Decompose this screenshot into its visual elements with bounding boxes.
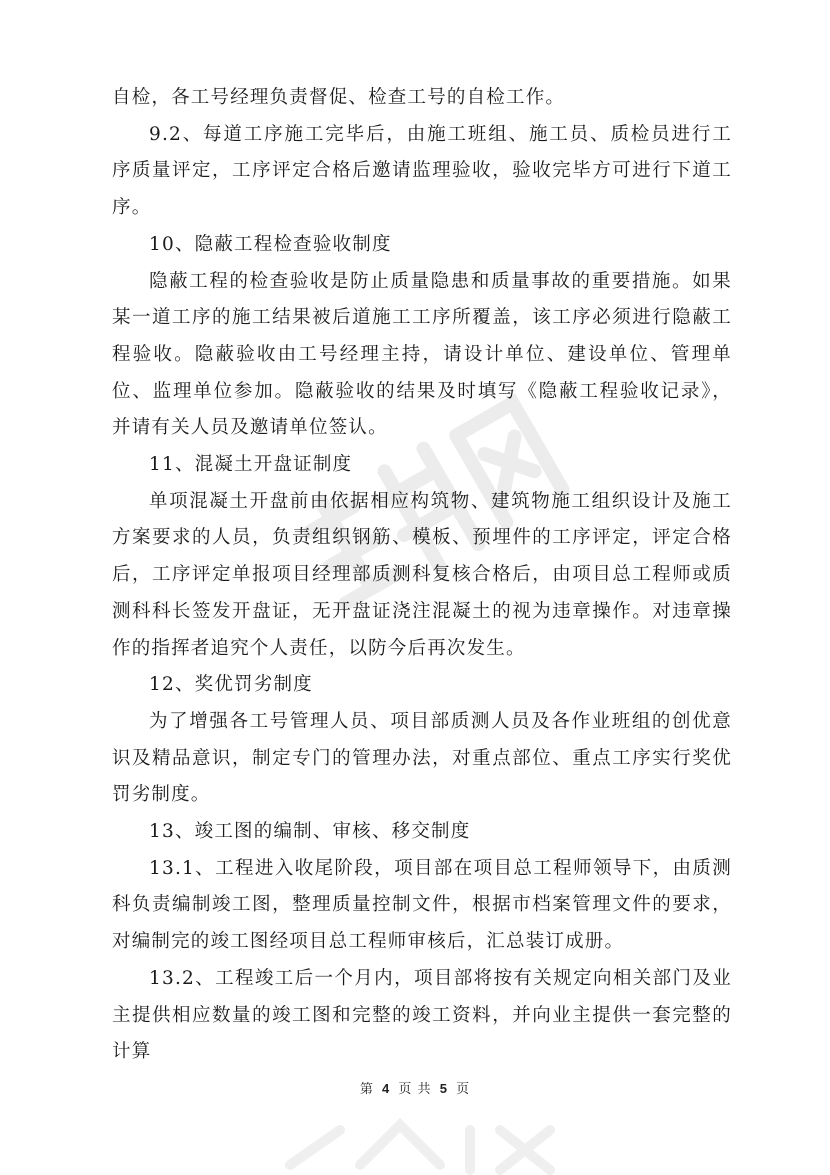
page-footer bbox=[0, 1078, 830, 1097]
total-page-number: 5 bbox=[439, 1081, 448, 1096]
paragraph: 自检，各工号经理负责督促、检查工号的自检工作。 bbox=[112, 87, 566, 108]
footer-middle: 页 共 bbox=[398, 1082, 432, 1097]
document-body bbox=[112, 80, 732, 1071]
section-heading: 11、混凝土开盘证制度 bbox=[149, 454, 353, 476]
section-heading: 13、竣工图的编制、审核、移交制度 bbox=[149, 821, 471, 843]
paragraph: 9.2、每道工序施工完毕后，由施工班组、施工员、质检员进行工序质量评定，工序评定合格后邀请监理验收，验收完毕方可进行下道工序。 bbox=[112, 123, 732, 219]
footer-suffix: 页 bbox=[456, 1082, 471, 1097]
paragraph: 为了增强各工号管理人员、项目部质测人员及各作业班组的创优意识及精品意识，制定专门的管理办法，对重点部位、重点工序实行奖优罚劣制度。 bbox=[112, 710, 732, 806]
watermark-bottom-mark bbox=[250, 1115, 610, 1175]
section-heading: 12、奖优罚劣制度 bbox=[149, 674, 313, 696]
paragraph: 隐蔽工程的检查验收是防止质量隐患和质量事故的重要措施。如果某一道工序的施工结果被后道施工工序所覆盖，该工序必须进行隐蔽工程验收。隐蔽验收由工号经理主持，请设计单位、建设单位、管理单位、监理单位参加。隐蔽验收的结果及时填写《隐蔽工程验收记录》，并请有关人员及邀请单位签认。 bbox=[112, 270, 732, 439]
current-page-number: 4 bbox=[382, 1081, 391, 1096]
paragraph: 13.2、工程竣工后一个月内，项目部将按有关规定向相关部门及业主提供相应数量的竣工图和完整的竣工资料，并向业主提供一套完整的计算 bbox=[112, 967, 732, 1063]
footer-prefix: 第 bbox=[359, 1082, 374, 1097]
paragraph: 13.1、工程进入收尾阶段，项目部在项目总工程师领导下，由质测科负责编制竣工图，整理质量控制文件，根据市档案管理文件的要求，对编制完的竣工图经项目总工程师审核后，汇总装订成册。 bbox=[112, 857, 732, 953]
section-heading: 10、隐蔽工程检查验收制度 bbox=[149, 233, 392, 255]
paragraph: 单项混凝土开盘前由依据相应构筑物、建筑物施工组织设计及施工方案要求的人员，负责组织钢筋、模板、预埋件的工序评定，评定合格后，工序评定单报项目经理部质测科复核合格后，由项目总工程师或质测科科长签发开盘证，无开盘证浇注混凝土的视为违章操作。对违章操作的指挥者追究个人责任，以防今后再次发生。 bbox=[112, 490, 732, 659]
